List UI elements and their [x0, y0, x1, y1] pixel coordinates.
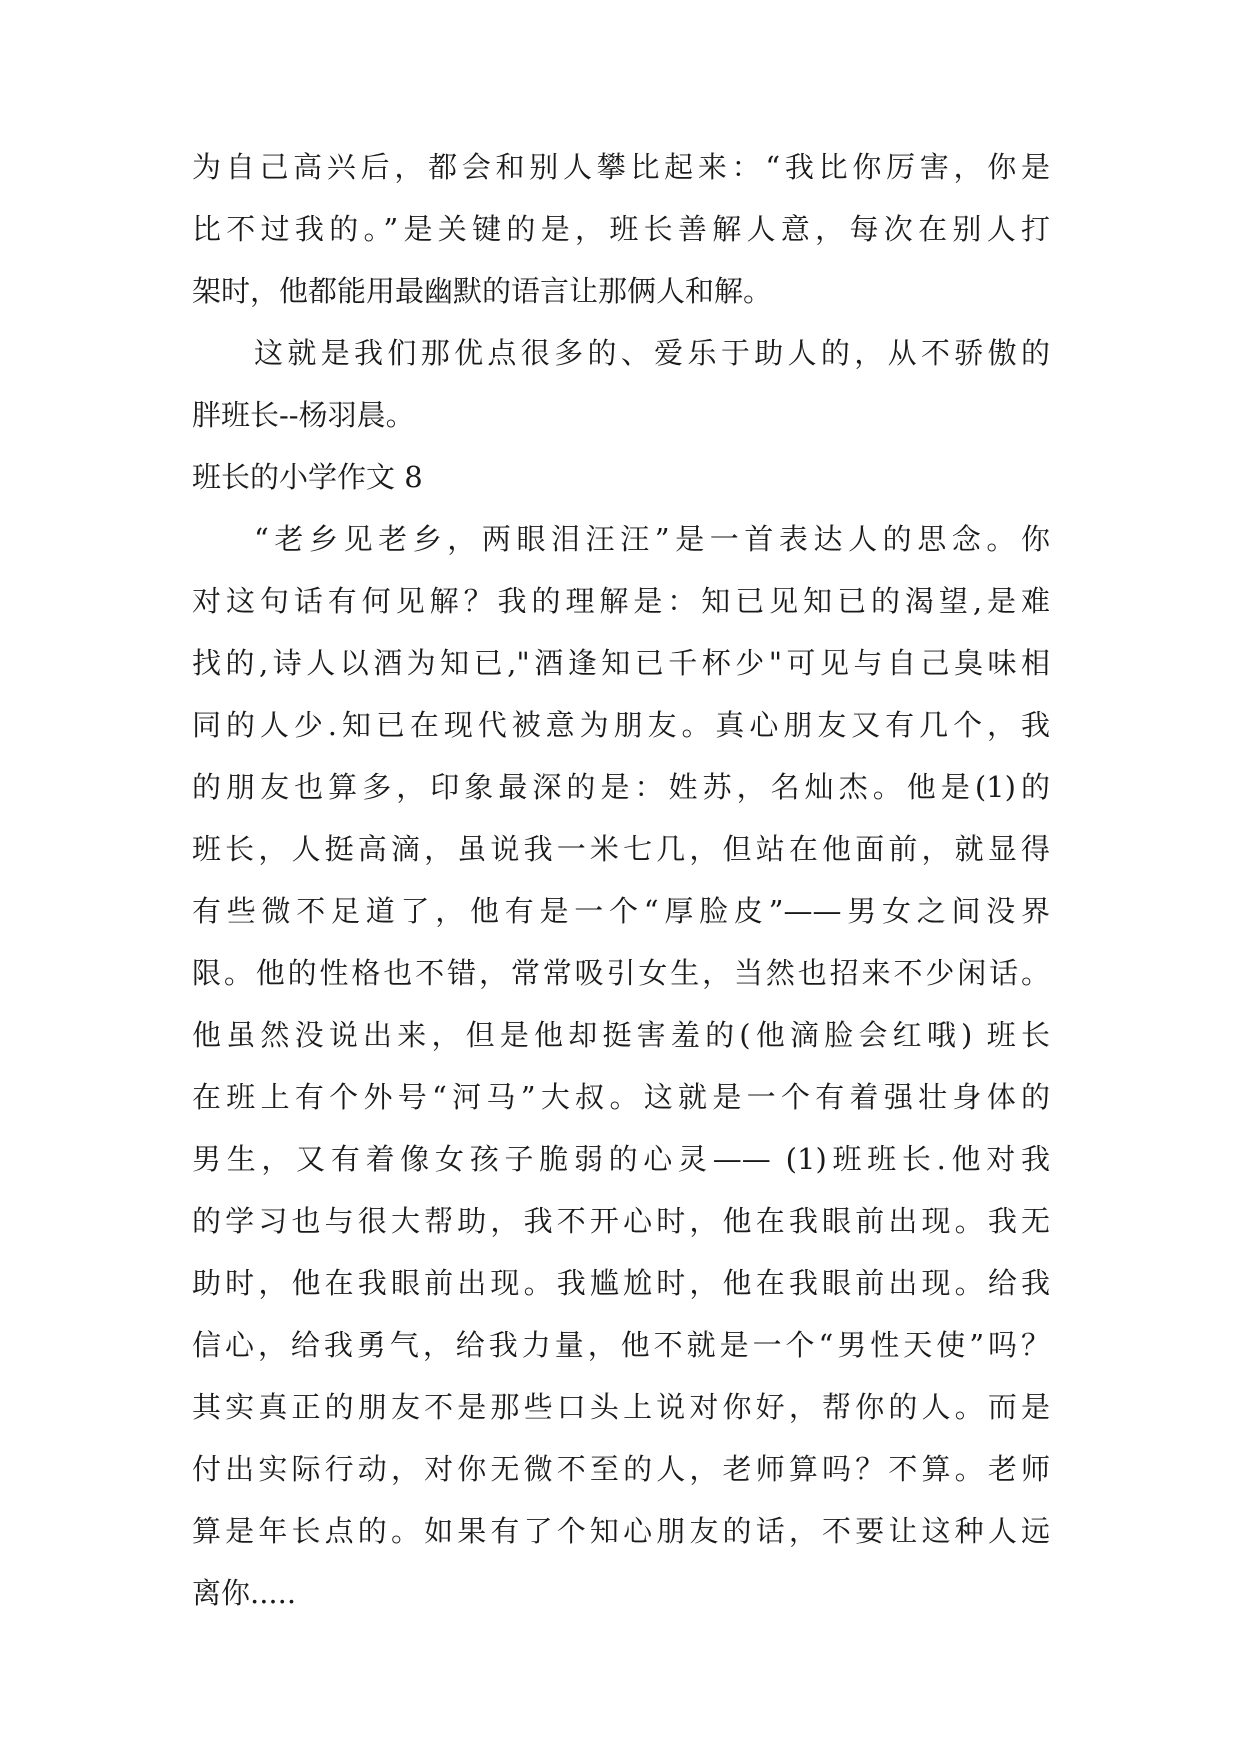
paragraph-line: 为自己高兴后，都会和别人攀比起来：“我比你厉害，你是	[192, 150, 1050, 184]
section-heading: 班长的小学作文 8	[192, 460, 423, 494]
paragraph-line: 架时，他都能用最幽默的语言让那俩人和解。	[192, 274, 773, 308]
paragraph-line: 对这句话有何见解？我的理解是：知已见知已的渴望,是难	[192, 584, 1050, 618]
paragraph-line: 比不过我的。”是关键的是，班长善解人意，每次在别人打	[192, 212, 1050, 246]
paragraph-line: 的学习也与很大帮助，我不开心时，他在我眼前出现。我无	[192, 1204, 1050, 1238]
paragraph-line: 这就是我们那优点很多的、爱乐于助人的，从不骄傲的	[254, 336, 1050, 370]
paragraph-line: 胖班长--杨羽晨。	[192, 398, 415, 432]
paragraph-line: 其实真正的朋友不是那些口头上说对你好，帮你的人。而是	[192, 1390, 1050, 1424]
paragraph-line: 限。他的性格也不错，常常吸引女生，当然也招来不少闲话。	[192, 956, 1050, 990]
paragraph-line: 同的人少.知已在现代被意为朋友。真心朋友又有几个，我	[192, 708, 1050, 742]
paragraph-line: 班长，人挺高滴，虽说我一米七几，但站在他面前，就显得	[192, 832, 1050, 866]
paragraph-line: 信心，给我勇气，给我力量，他不就是一个“男性天使”吗？	[192, 1328, 1050, 1362]
paragraph-line: 他虽然没说出来，但是他却挺害羞的(他滴脸会红哦) 班长	[192, 1018, 1050, 1052]
paragraph-line: 付出实际行动，对你无微不至的人，老师算吗？不算。老师	[192, 1452, 1050, 1486]
paragraph-line: 助时，他在我眼前出现。我尴尬时，他在我眼前出现。给我	[192, 1266, 1050, 1300]
paragraph-line: 男生，又有着像女孩子脆弱的心灵—— (1)班班长.他对我	[192, 1142, 1050, 1176]
paragraph-line: 算是年长点的。如果有了个知心朋友的话，不要让这种人远	[192, 1514, 1050, 1548]
paragraph-line: 有些微不足道了，他有是一个“厚脸皮”——男女之间没界	[192, 894, 1050, 928]
paragraph-line: 找的,诗人以酒为知已,"酒逢知已千杯少"可见与自己臭味相	[192, 646, 1050, 680]
paragraph-line: “老乡见老乡，两眼泪汪汪”是一首表达人的思念。你	[254, 522, 1050, 556]
paragraph-line: 的朋友也算多，印象最深的是：姓苏，名灿杰。他是(1)的	[192, 770, 1050, 804]
paragraph-line: 在班上有个外号“河马”大叔。这就是一个有着强壮身体的	[192, 1080, 1050, 1114]
paragraph-line: 离你.....	[192, 1576, 297, 1610]
